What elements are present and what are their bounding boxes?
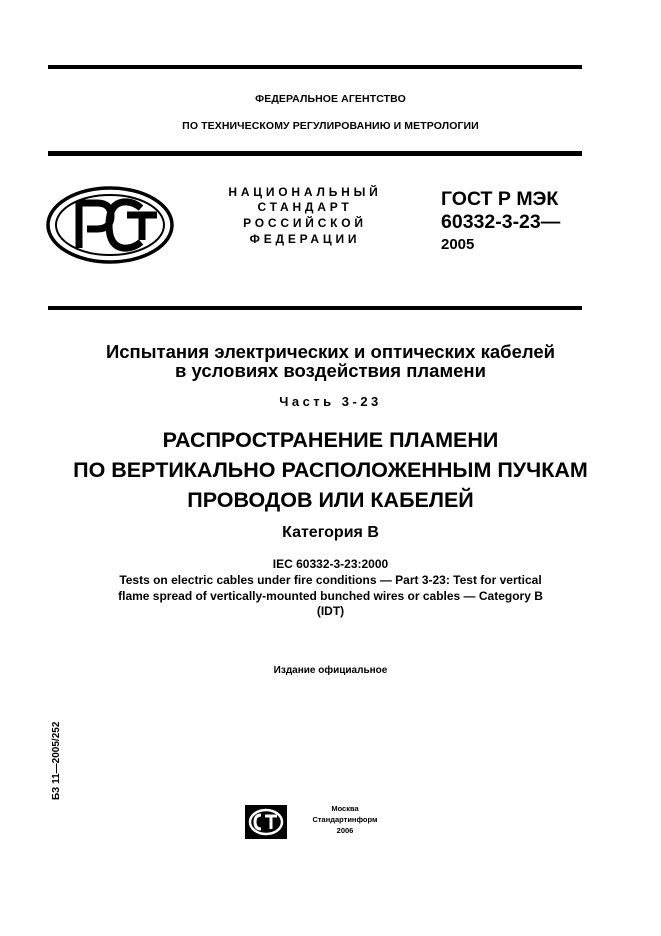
part-number: Часть 3-23	[279, 394, 382, 409]
main-title-line-2: ПО ВЕРТИКАЛЬНО РАСПОЛОЖЕННЫМ ПУЧКАМ	[73, 458, 588, 482]
iec-title-line-2: flame spread of vertically-mounted bunched wires or cables — Category B	[118, 589, 543, 603]
gost-code-line-2: 60332-3-23—	[441, 211, 561, 233]
national-standard-line-3: РОССИЙСКОЙ	[243, 216, 367, 230]
header-rule	[48, 151, 582, 156]
national-standard-line-2: СТАНДАРТ	[257, 200, 353, 214]
category: Категория B	[282, 524, 379, 541]
iec-reference: IEC 60332-3-23:2000	[272, 557, 389, 571]
gost-year: 2005	[441, 236, 475, 253]
national-standard-line-4: ФЕДЕРАЦИИ	[249, 232, 361, 246]
gost-code-line-1: ГОСТ Р МЭК	[441, 188, 559, 210]
top-rule	[48, 65, 582, 69]
iec-title-line-3: (IDT)	[316, 604, 345, 618]
main-title-line-1: РАСПРОСТРАНЕНИЕ ПЛАМЕНИ	[162, 428, 499, 452]
rst-gost-logo-icon	[45, 186, 175, 264]
main-title-line-3: ПРОВОДОВ ИЛИ КАБЕЛЕЙ	[187, 488, 474, 512]
iec-title-line-1: Tests on electric cables under fire conditions — Part 3-23: Test for vertical	[119, 573, 542, 587]
title-line-1: Испытания электрических и оптических кабелей	[105, 341, 556, 362]
agency-line-2: ПО ТЕХНИЧЕСКОМУ РЕГУЛИРОВАНИЮ И МЕТРОЛОГИИ	[182, 120, 479, 132]
national-standard-line-1: НАЦИОНАЛЬНЫЙ	[228, 185, 382, 199]
agency-line-1: ФЕДЕРАЛЬНОЕ АГЕНТСТВО	[255, 93, 406, 105]
title-line-2: в условиях воздействия пламени	[175, 360, 486, 381]
publisher-city: Москва	[331, 804, 359, 813]
side-code: БЗ 11—2005/252	[51, 721, 62, 800]
publisher-year: 2006	[336, 826, 354, 835]
official-edition: Издание официальное	[273, 665, 388, 676]
standard-block-rule	[48, 306, 582, 310]
standartinform-logo-icon	[245, 805, 287, 839]
publisher-name: Стандартинформ	[312, 815, 378, 824]
